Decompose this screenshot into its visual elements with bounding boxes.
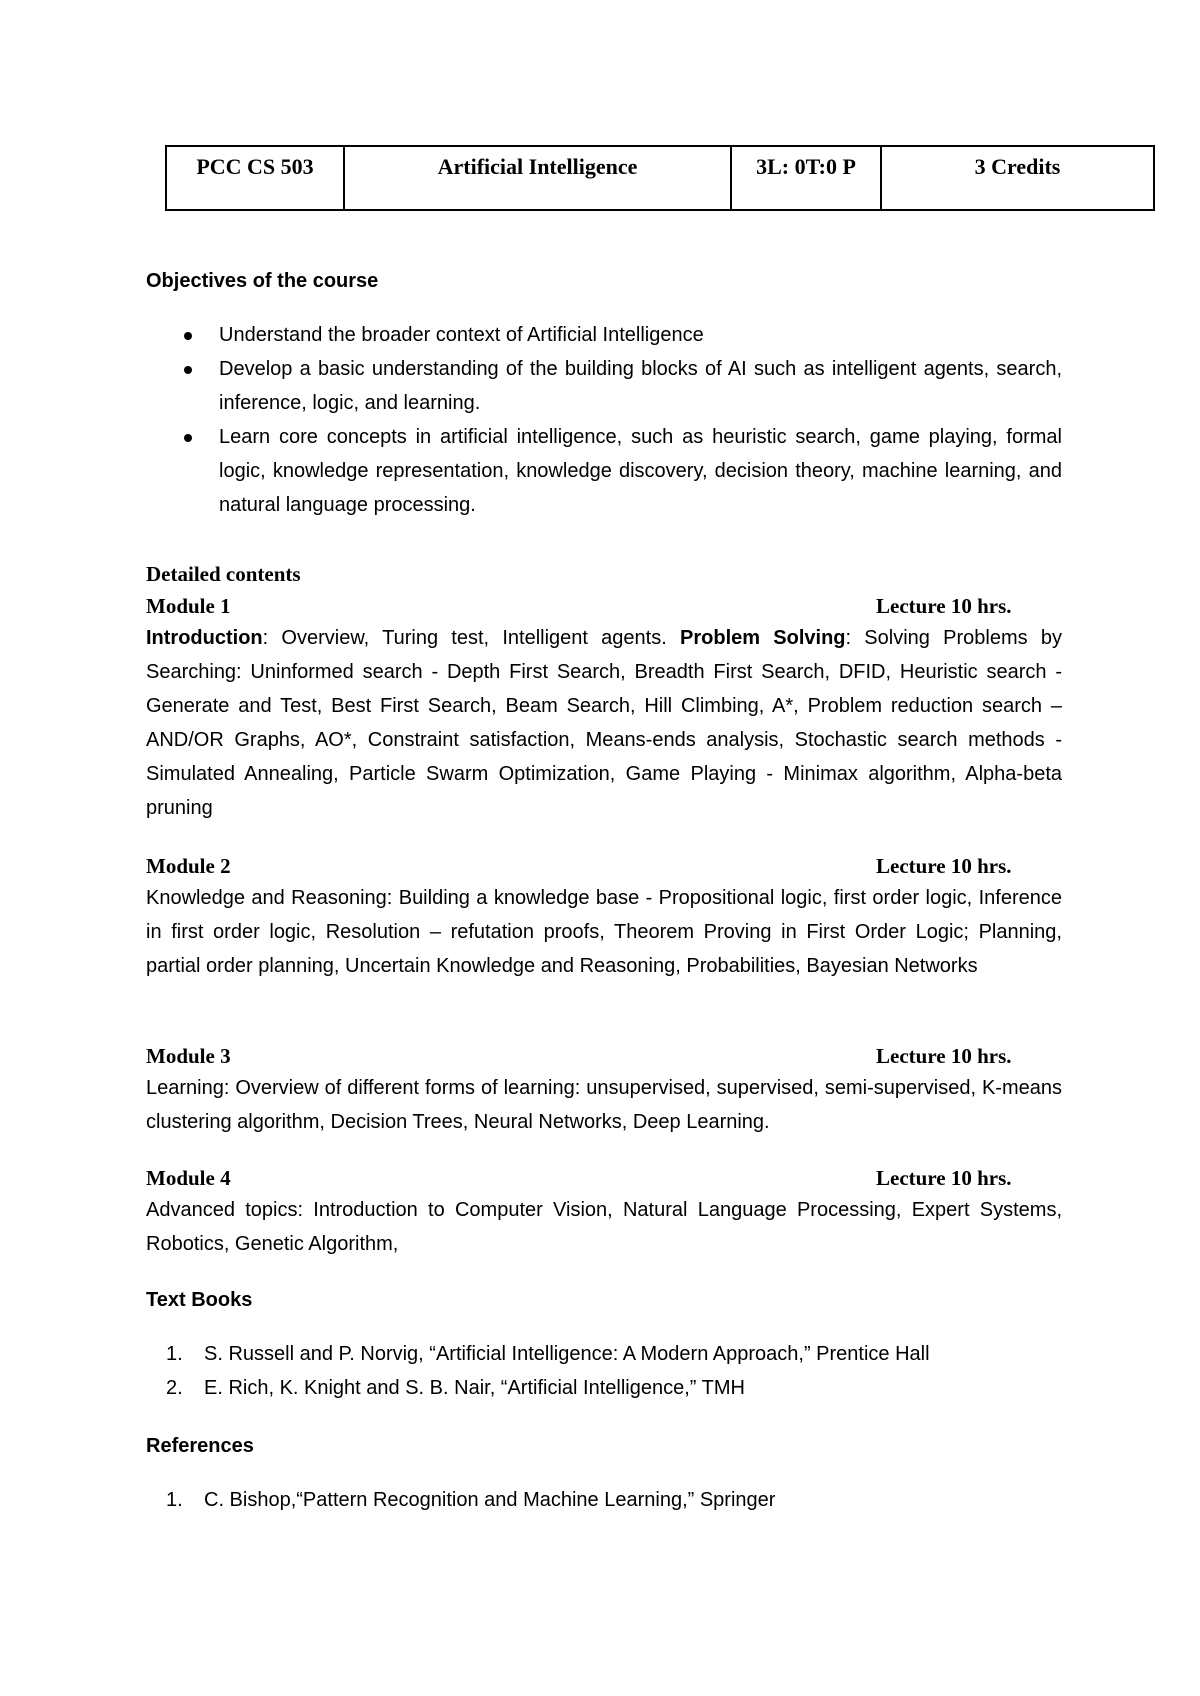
module-4-body: Advanced topics: Introduction to Computer Vision, Natural Language Processing, Expert Systems, Robotics, Genetic Algorithm,	[146, 1199, 1062, 1255]
objective-text: Develop a basic understanding of the building blocks of AI such as intelligent agents, search, inference, logic, and learning.	[219, 358, 1062, 414]
textbooks-list	[146, 1337, 1062, 1405]
references-heading: References	[146, 1435, 254, 1457]
module-3-body: Learning: Overview of different forms of learning: unsupervised, supervised, semi-supervised, K-means clustering algorithm, Decision Trees, Neural Networks, Deep Learning.	[146, 1077, 1062, 1133]
intro-label: Introduction	[146, 627, 263, 649]
textbook-item	[146, 1371, 1062, 1405]
problem-solving-label: Problem Solving	[680, 627, 846, 649]
module-lecture-hours: Lecture 10 hrs.	[876, 1044, 1012, 1068]
objective-item	[146, 352, 1062, 420]
module-lecture-hours: Lecture 10 hrs.	[876, 594, 1012, 618]
textbook-text: E. Rich, K. Knight and S. B. Nair, “Artificial Intelligence,” TMH	[204, 1377, 745, 1399]
module-2-header	[146, 850, 1062, 882]
module-title: Module 1	[146, 594, 231, 618]
module-1-body	[146, 621, 1062, 825]
course-header-table	[165, 145, 1155, 211]
objectives-list	[146, 318, 1062, 522]
textbooks-heading: Text Books	[146, 1289, 253, 1311]
objective-text: Learn core concepts in artificial intelligence, such as heuristic search, game playing, formal logic, knowledge representation, knowledge discovery, decision theory, machine learning, and natural language processing.	[219, 426, 1062, 516]
reference-item	[146, 1483, 1062, 1517]
intro-text: : Overview, Turing test, Intelligent agents.	[262, 627, 681, 649]
module-2-body: Knowledge and Reasoning: Building a knowledge base - Propositional logic, first order logic, Inference in first order logic, Resolution – refutation proofs, Theorem Proving in First Order Logic; Planning, partial order planning, Uncertain Knowledge and Reasoning, Probabilities, Bayesian Networks	[146, 887, 1062, 977]
module-lecture-hours: Lecture 10 hrs.	[876, 854, 1012, 878]
list-number: 2.	[166, 1377, 183, 1399]
list-number: 1.	[166, 1489, 183, 1511]
module-1-header	[146, 590, 1062, 622]
module-4-header	[146, 1162, 1062, 1194]
course-header-row	[166, 146, 1154, 210]
reference-text: C. Bishop,“Pattern Recognition and Machine Learning,” Springer	[204, 1489, 776, 1511]
bullet-icon	[184, 434, 192, 442]
list-number: 1.	[166, 1343, 183, 1365]
module-title: Module 4	[146, 1166, 231, 1190]
course-ltp-cell: 3L: 0T:0 P	[731, 146, 881, 210]
bullet-icon	[184, 366, 192, 374]
detailed-contents-heading: Detailed contents	[146, 562, 301, 586]
module-3-header	[146, 1040, 1062, 1072]
references-list	[146, 1483, 1062, 1517]
textbook-text: S. Russell and P. Norvig, “Artificial Intelligence: A Modern Approach,” Prentice Hall	[204, 1343, 930, 1365]
objective-text: Understand the broader context of Artificial Intelligence	[219, 324, 704, 346]
module-title: Module 2	[146, 854, 231, 878]
course-credits-cell: 3 Credits	[881, 146, 1154, 210]
objectives-heading: Objectives of the course	[146, 270, 379, 292]
objective-item	[146, 420, 1062, 522]
objective-item	[146, 318, 1062, 352]
textbook-item	[146, 1337, 1062, 1371]
course-title-cell: Artificial Intelligence	[344, 146, 731, 210]
module-title: Module 3	[146, 1044, 231, 1068]
module-lecture-hours: Lecture 10 hrs.	[876, 1166, 1012, 1190]
course-code-cell: PCC CS 503	[166, 146, 344, 210]
module-body-text: : Solving Problems by Searching: Uninformed search - Depth First Search, Breadth First Search, DFID, Heuristic search - Generate and Test, Best First Search, Beam Search, Hill Climbing, A*, Problem reduction search – AND/OR Graphs, AO*, Constraint satisfaction, Means-ends analysis, Stochastic search methods - Simulated Annealing, Particle Swarm Optimization, Game Playing - Minimax algorithm, Alpha-beta pruning	[146, 627, 1062, 819]
bullet-icon	[184, 332, 192, 340]
